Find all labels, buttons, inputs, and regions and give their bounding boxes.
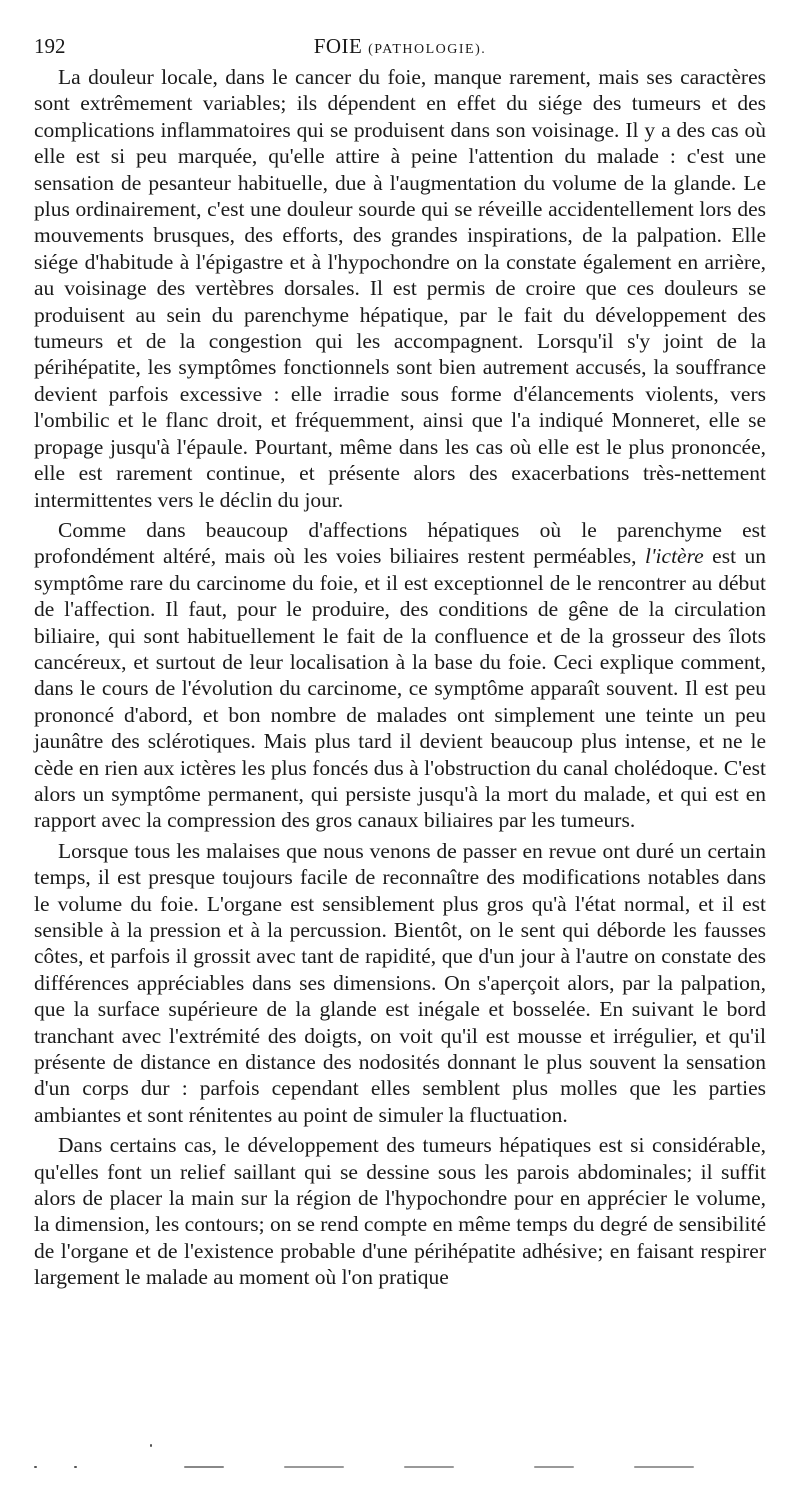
scan-mark <box>534 1466 574 1468</box>
italic-term-ictere: l'ictère <box>644 544 704 569</box>
scan-mark <box>284 1466 344 1468</box>
scan-mark <box>150 1444 152 1447</box>
paragraph-pain: La douleur locale, dans le cancer du foie, manque rarement, mais ses caractères sont extrêmement variables; ils dépendent en effet du siége des tumeurs et des complications inflammatoires qui se produisent dans son voisinage. Il y a des cas où elle est si peu marquée, qu'elle attire à peine l'attention du malade : c'est une sensation de pesanteur habituelle, due à l'augmentation du volume de la glande. Le plus ordinairement, c'est une douleur sourde qui se réveille accidentellement lors des mouvements brusques, des efforts, des grandes inspirations, de la palpation. Elle siége d'habitude à l'épigastre et à l'hypochondre on la constate également en arrière, au voisinage des vertèbres dorsales. Il est permis de croire que ces douleurs se produisent au sein du parenchyme hépatique, par le fait du développement des tumeurs et de la congestion qui les accompagnent. Lorsqu'il s'y joint de la périhépatite, les symptômes fonctionnels sont bien autrement accusés, la souffrance devient parfois excessive : elle irradie sous forme d'élancements violents, vers l'ombilic et le flanc droit, et fréquemment, ainsi que l'a indiqué Monneret, elle se propage jusqu'à l'épaule. Pourtant, même dans les cas où elle est le plus prononcée, elle est rarement continue, et présente alors des exacerbations très-nettement intermittentes vers le déclin du jour. <box>34 65 766 512</box>
scan-mark <box>34 1466 37 1468</box>
running-header <box>34 34 766 62</box>
paragraph-icterus <box>34 517 766 834</box>
paragraph-tumor-relief: Dans certains cas, le développement des tumeurs hépatiques est si considérable, qu'elles font un relief saillant qui se dessine sous les parois abdominales; il suffit alors de placer la main sur la région de l'hypochondre pour en apprécier le volume, la dimension, les contours; on se rend compte en même temps du degré de sensibilité de l'organe et de l'existence probable d'une périhépatite adhésive; en faisant respirer largement le malade au moment où l'on pratique <box>34 1133 766 1290</box>
book-page <box>34 0 766 1504</box>
scan-mark <box>404 1466 454 1468</box>
running-title-main: FOIE <box>313 34 363 58</box>
paragraph-icterus-after: est un symptôme rare du carcinome du foie, et il est exceptionnel de le rencontrer au début de l'affection. Il faut, pour le produire, des conditions de gêne de la circulation biliaire, qui sont habituellement le fait de la confluence et de la grosseur des îlots cancéreux, et surtout de leur localisation à la base du foie. Ceci explique comment, dans le cours de l'évolution du carcinome, ce symptôme apparaît souvent. Il est peu prononcé d'abord, et bon nombre de malades ont simplement une teinte un peu jaunâtre des sclérotiques. Mais plus tard il devient beaucoup plus intense, et ne le cède en rien aux ictères les plus foncés dus à l'obstruction du canal cholédoque. C'est alors un symptôme permanent, qui persiste jusqu'à la mort du malade, et qui est en rapport avec la compression des gros canaux biliaires par les tumeurs. <box>34 544 766 833</box>
scan-artifact-marks <box>34 1462 766 1474</box>
paragraph-icterus-before: Comme dans beaucoup d'affections hépatiques où le parenchyme est profondément altéré, mais où les voies biliaires restent perméables, <box>34 517 766 569</box>
running-title-sub: (PATHOLOGIE). <box>368 42 487 57</box>
scan-mark <box>634 1466 694 1468</box>
paragraph-liver-volume: Lorsque tous les malaises que nous venons de passer en revue ont duré un certain temps, il est presque toujours facile de reconnaître des modifications notables dans le volume du foie. L'organe est sensiblement plus gros qu'à l'état normal, et il est sensible à la pression et à la percussion. Bientôt, on le sent qui déborde les fausses côtes, et parfois il grossit avec tant de rapidité, que d'un jour à l'autre on constate des différences appréciables dans ses dimensions. On s'aperçoit alors, par la palpation, que la surface supérieure de la glande est inégale et bosselée. En suivant le bord tranchant avec l'extrémité des doigts, on voit qu'il est mousse et irrégulier, et qu'il présente de distance en distance des nodosités donnant le plus souvent la sensation d'un corps dur : parfois cependant elles semblent plus molles que les parties ambiantes et sont rénitentes au point de simuler la fluctuation. <box>34 838 766 1127</box>
body-text <box>34 64 766 1291</box>
scan-mark <box>184 1466 224 1468</box>
page-number: 192 <box>34 34 66 58</box>
scan-mark <box>74 1466 77 1468</box>
running-title <box>34 34 766 59</box>
